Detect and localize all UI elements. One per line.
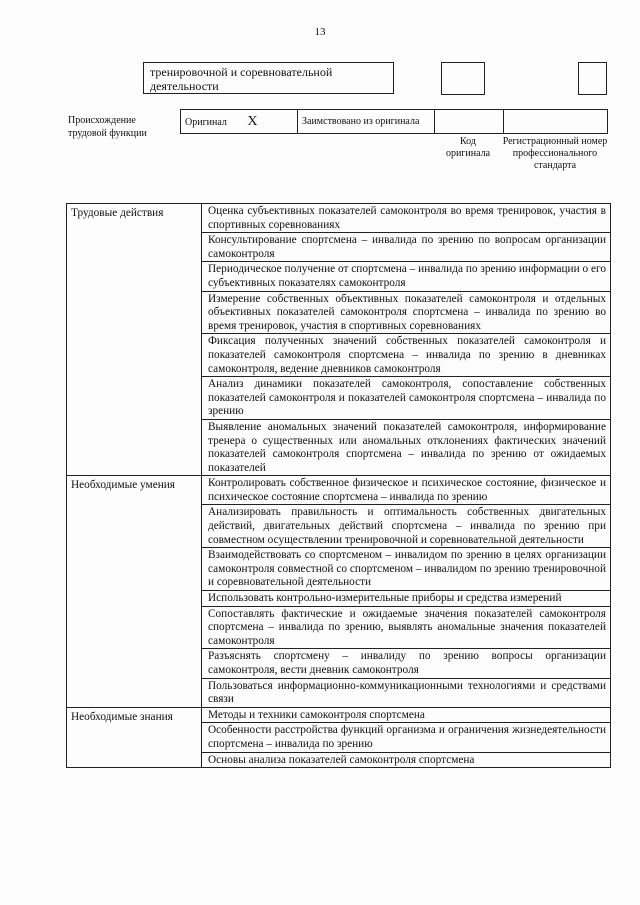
qualification-level-box [578,62,607,95]
original-mark: X [247,113,258,129]
section-item: Основы анализа показателей самоконтроля спортсмена [202,752,611,768]
section-item: Использовать контрольно-измерительные приборы и средства измерений [202,591,611,607]
section-item: Разъяснять спортсмену – инвалиду по зрению вопросы организации самоконтроля, вести дневник самоконтроля [202,649,611,678]
function-name-box [143,62,394,94]
section-item: Контролировать собственное физическое и психическое состояние, физическое и психическое состояние спортсмена – инвалида по зрению [202,476,611,505]
section-title: Необходимые умения [67,476,202,708]
code-cell [435,110,504,134]
section-item: Пользоваться информационно-коммуникационными технологиями и средствами связи [202,678,611,707]
borrowed-cell [298,110,435,134]
table-row [67,204,611,233]
section-item: Взаимодействовать со спортсменом – инвалидом по зрению в целях организации самоконтроля совместной со спортсменом – инвалидом по зрению тренировочной и соревновательной деятельности [202,548,611,591]
origin-label: Происхождение трудовой функции [68,115,147,139]
section-item: Периодическое получение от спортсмена – инвалида по зрению информации о его субъективных показателях самоконтроля [202,262,611,291]
reg-caption: Регистрационный номер профессионального стандарта [502,136,608,171]
original-label: Оригинал [185,116,227,128]
labor-function-table [66,203,611,768]
borrowed-label: Заимствовано из оригинала [302,116,420,127]
table-row [67,707,611,723]
table-row [67,476,611,505]
reg-number-cell [504,110,608,134]
section-title: Трудовые действия [67,204,202,476]
origin-table [180,109,608,134]
section-title: Необходимые знания [67,707,202,767]
original-cell [181,110,298,134]
section-item: Анализ динамики показателей самоконтроля, сопоставление собственных показателей самоконтроля и показателей самоконтроля спортсмена – инвалида по зрению [202,377,611,420]
section-item: Оценка субъективных показателей самоконтроля во время тренировок, участия в спортивных соревнованиях [202,204,611,233]
section-item: Методы и техники самоконтроля спортсмена [202,707,611,723]
section-item: Консультирование спортсмена – инвалида по зрению по вопросам организации самоконтроля [202,233,611,262]
function-name: тренировочной и соревновательной деятельности [150,65,333,93]
section-item: Особенности расстройства функций организма и ограничения жизнедеятельности спортсмена – инвалида по зрению [202,723,611,752]
section-item: Анализировать правильность и оптимальность собственных двигательных действий, двигательных действий спортсмена – инвалида по зрению при совместном осуществлении тренировочной и соревновательной деятельности [202,505,611,548]
section-item: Измерение собственных объективных показателей самоконтроля и отдельных объективных показателей самоконтроля спортсмена – инвалида по зрению во время тренировок, участия в спортивных соревнованиях [202,291,611,334]
section-item: Сопоставлять фактические и ожидаемые значения показателей самоконтроля спортсмена – инвалида по зрению, выявлять аномальные значения показателей самоконтроля [202,606,611,649]
section-item: Выявление аномальных значений показателей самоконтроля, информирование тренера о существенных или аномальных отклонениях фактических значений показателей самоконтроля спортсмена – инвалида по зрению от ожидаемых показателей [202,419,611,475]
code-caption: Код оригинала [445,136,491,159]
level-code-box [441,62,485,95]
page-number: 13 [314,26,326,38]
section-item: Фиксация полученных значений собственных показателей самоконтроля и показателей самоконтроля спортсмена – инвалида по зрению в дневниках самоконтроля, ведение дневников самоконтроля [202,334,611,377]
